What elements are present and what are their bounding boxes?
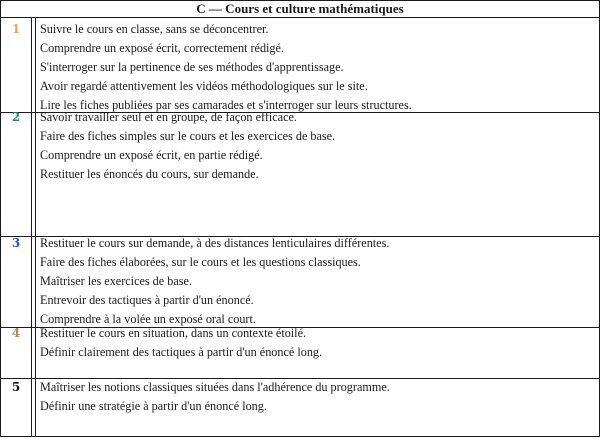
list-item: Restituer le cours en situation, dans un contexte étoilé. xyxy=(40,326,307,340)
level-number: 1 xyxy=(11,22,21,36)
level-5-items xyxy=(40,378,596,416)
list-item: Suivre le cours en classe, sans se déconcentrer. xyxy=(40,22,269,36)
title-underline xyxy=(0,17,600,18)
list-item: Comprendre un exposé écrit, en partie rédigé. xyxy=(40,148,263,162)
list-item: Lire les fiches publiées par ses camarades et s'interroger sur leurs structures. xyxy=(40,98,412,112)
list-item: Restituer le cours sur demande, à des distances lenticulaires différentes. xyxy=(40,236,390,250)
level-number: 2 xyxy=(11,110,21,124)
level-4-items xyxy=(40,324,596,362)
list-item: Comprendre un exposé écrit, correctement rédigé. xyxy=(40,41,284,55)
level-2-items xyxy=(40,108,596,184)
level-3-items xyxy=(40,234,596,329)
list-item: Maîtriser les exercices de base. xyxy=(40,274,192,288)
level-number: 4 xyxy=(11,326,21,340)
list-item: S'interroger sur la pertinence de ses méthodes d'apprentissage. xyxy=(40,60,344,74)
list-item: Avoir regardé attentivement les vidéos méthodologiques sur le site. xyxy=(40,79,368,93)
level-number: 3 xyxy=(11,236,21,250)
list-item: Entrevoir des tactiques à partir d'un énoncé. xyxy=(40,293,254,307)
table-title: C — Cours et culture mathématiques xyxy=(196,1,404,16)
list-item: Savoir travailler seul et en groupe, de façon efficace. xyxy=(40,110,297,124)
list-item: Faire des fiches simples sur le cours et les exercices de base. xyxy=(40,129,336,143)
list-item: Restituer les énoncés du cours, sur demande. xyxy=(40,167,259,181)
list-item: Faire des fiches élaborées, sur le cours et les questions classiques. xyxy=(40,255,361,269)
list-item: Comprendre à la volée un exposé oral court. xyxy=(40,312,256,326)
column-separator-left xyxy=(31,17,32,437)
bottom-border xyxy=(0,436,600,437)
list-item: Définir une stratégie à partir d'un énoncé long. xyxy=(40,399,267,413)
level-1-items xyxy=(40,20,596,115)
list-item: Maîtriser les notions classiques situées dans l'adhérence du programme. xyxy=(40,380,390,394)
column-separator-right xyxy=(35,17,36,437)
level-number: 5 xyxy=(11,380,21,394)
list-item: Définir clairement des tactiques à partir d'un énoncé long. xyxy=(40,345,323,359)
left-border xyxy=(0,0,1,437)
